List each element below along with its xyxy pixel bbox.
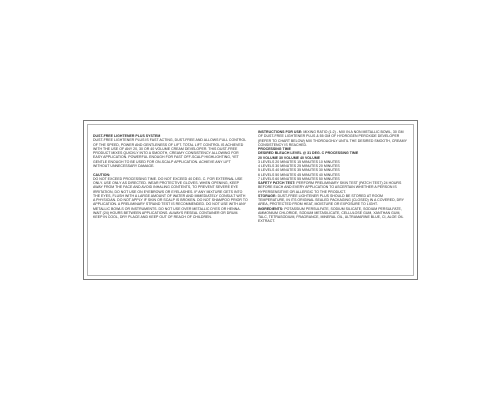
patch-test-block (258, 181, 408, 194)
level-row: 5 LEVELS 40 MINUTES 35 MINUTES 30 MINUTES (258, 168, 340, 173)
system-description: DUST-FREE LIGHTENER PLUS IS FAST ACTING, DUST-FREE AND ALLOWS FULL CONTROL OF THE SPEED, POWER AND GENTLENESS OF LIFT. TOTAL LIFT CONTROL IS ACHIEVED WITH THE USE OF ANY 20, 30 OR 40 VOLUME CREAM DEVELOPER. THIS DUST-FREE PRODUCT MIXES QUICKLY INTO A SMOOTH, CREAMY CONSISTENCY ALLOWING FOR EASY APPLICATION. POWERFUL ENOUGH FOR FAST OFF-SCALP HIGHLIGHTING, YET GENTLE ENOUGH TO BE USED FOR ON-SCALP APPLICATION. ACHIEVE ANY LIFT WITHOUT UNNECESSARY DAMAGE. (93, 138, 247, 168)
patch-test-text: PERFORM PRELIMINARY SKIN TEST (PATCH TEST) 24 HOURS BEFORE EACH AND EVERY APPLICATION TO ASCERTAIN WHETHER A PERSON IS HYPERSENSITIVE OR ALLERGIC TO THE PRODUCT. (258, 181, 402, 194)
storage-text: DUST-FREE LIGHTENER PLUS SHOULD BE STORED AT ROOM TEMPERATURE, IN ITS ORIGINAL SEALED PACKAGING (CLOSED) IN A COVERED, DRY AREA, PROTECTED FROM HEAT, MOISTURE OR EXPOSURE TO LIGHT. (258, 193, 404, 207)
ingredients-block (258, 207, 408, 224)
storage-block (258, 194, 408, 207)
patch-test-title: SAFETY PATCH TEST: (258, 181, 296, 185)
system-title: DUST-FREE LIGHTENER PLUS SYSTEM (93, 134, 161, 138)
desired-level-heading: DESIRED BLEACH LEVEL @ 31 DEG. C PROCESSING TIME (258, 151, 359, 156)
level-row: 3 LEVELS 20 MINUTES 15 MINUTES 10 MINUTES (258, 159, 340, 164)
storage-title: STORAGE: (258, 193, 277, 198)
instructions-text: MIXING RATIO (1:2) - MIX IN A NON METALLIC BOWL, 30 GM OF DUST-FREE LIGHTENER PLUS & 55 GM OF HYDROGEN PEROXIDE DEVELOPER (REFER TO CHART BELOW) MIX THOROUGHLY UNTIL THE DESIRED SMOOTH, CREAMY CONSISTENCY IS REACHED. (258, 130, 407, 147)
level-row: 6 LEVELS 50 MINUTES 45 MINUTES 40 MINUTES (258, 172, 340, 177)
level-row: 4 LEVELS 30 MINUTES 25 MINUTES 20 MINUTES (258, 164, 340, 168)
ingredients-text: POTASSIUM PERSULFATE, SODIUM SILICATE, SODIUM PERSULFATE, AMMONIUM CHLORIDE, SODIUM METASILICATE, CELLULOSE GUM, XANTHAN GUM, TALC, TETRASODIUM, FRAGRANCE, MINERAL OIL, ULTRAMARINE BLUE, CI, ALOE OIL EXTRACT. (258, 206, 404, 224)
caution-title: CAUTION: (93, 172, 111, 177)
ingredients-title: INGREDIENTS: (258, 206, 284, 211)
instructions-title: INSTRUCTIONS FOR USE: (258, 130, 303, 134)
product-label (83, 120, 418, 280)
volume-heading: 20 VOLUME 30 VOLUME 40 VOLUME (258, 155, 321, 160)
caution-text: DO NOT EXCEED PROCESSING TIME. DO NOT EXCEED 40 DEG. C. FOR EXTERNAL USE ONLY. USE ONLY AS DIRECTED. WEAR PROTECTIVE GLOVES. WHEN OPENING, KEEP AWAY FROM THE FACE AND AVOID INHALING CONTENTS, TO PREVENT SEVERE EYE IRRITATION, DO NOT USE ON EYEBROWS OR EYELASHES. IF ANY MIXTURE GETS INTO THE EYES, FLUSH WITH A LARGE AMOUNT OF WATER AND IMMEDIATELY CONSULT WITH A PHYSICIAN. DO NOT APPLY IF SKIN OR SCALP IS BROKEN. DO NOT SHAMPOO PRIOR TO APPLICATION. A PRELIMINARY STRAND TEST IS RECOMMENDED. DO NOT USE WITH ANY METALLIC BOWLS OR INSTRUMENTS. DO NOT USE OVER METALLIC DYES OR HENNA. WAIT (24) HOURS BETWEEN APPLICATIONS. ALWAYS RESEAL CONTAINER OR DRUM. KEEP IN COOL, DRY PLACE AND KEEP OUT OF REACH OF CHILDREN. (93, 176, 248, 219)
level-row: 7 LEVELS 60 MINUTES 55 MINUTES 50 MINUTES (258, 176, 340, 181)
right-column (258, 130, 408, 224)
processing-title: PROCESSING TIME (258, 147, 291, 151)
instructions-block (258, 130, 408, 147)
left-column (93, 134, 248, 219)
